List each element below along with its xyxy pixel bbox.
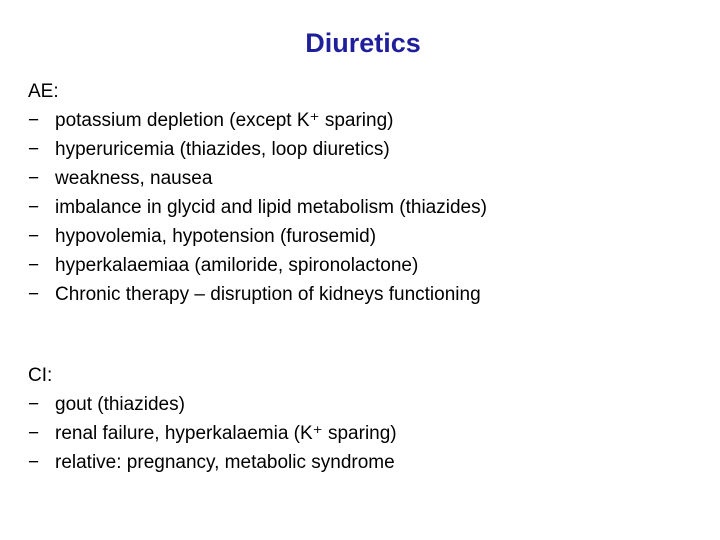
slide-title-text: Diuretics (305, 28, 421, 58)
list-item-text: hyperkalaemiaa (amiloride, spironolactone) (55, 255, 419, 276)
dash-bullet: − (28, 284, 40, 305)
list-item-text: gout (thiazides) (55, 394, 185, 415)
list-item (28, 222, 487, 251)
dash-bullet: − (28, 255, 40, 276)
list-item-text: hypovolemia, hypotension (furosemid) (55, 226, 377, 247)
list-item (28, 390, 397, 419)
list-item-text: relative: pregnancy, metabolic syndrome (55, 452, 395, 473)
slide-title (0, 28, 720, 59)
list-item (28, 106, 487, 135)
dash-bullet: − (28, 110, 40, 131)
list-item (28, 193, 487, 222)
list-item-text: imbalance in glycid and lipid metabolism (thiazides) (55, 197, 487, 218)
dash-bullet: − (28, 226, 40, 247)
list-item (28, 448, 397, 477)
dash-bullet: − (28, 168, 40, 189)
list-item (28, 164, 487, 193)
dash-bullet: − (28, 197, 40, 218)
contraindications-heading: CI: (28, 365, 53, 386)
list-item-text: weakness, nausea (55, 168, 213, 189)
adverse-effects-section (28, 77, 487, 309)
dash-bullet: − (28, 423, 40, 444)
dash-bullet: − (28, 394, 40, 415)
list-item-text: hyperuricemia (thiazides, loop diuretics) (55, 139, 390, 160)
list-item-text: Chronic therapy – disruption of kidneys functioning (55, 284, 481, 305)
list-item (28, 419, 397, 448)
list-item-text: potassium depletion (except K⁺ sparing) (55, 110, 394, 131)
dash-bullet: − (28, 139, 40, 160)
list-item (28, 251, 487, 280)
contraindications-section (28, 361, 397, 477)
list-item (28, 135, 487, 164)
list-item (28, 280, 487, 309)
adverse-effects-heading: AE: (28, 81, 59, 102)
dash-bullet: − (28, 452, 40, 473)
list-item-text: renal failure, hyperkalaemia (K⁺ sparing) (55, 423, 397, 444)
